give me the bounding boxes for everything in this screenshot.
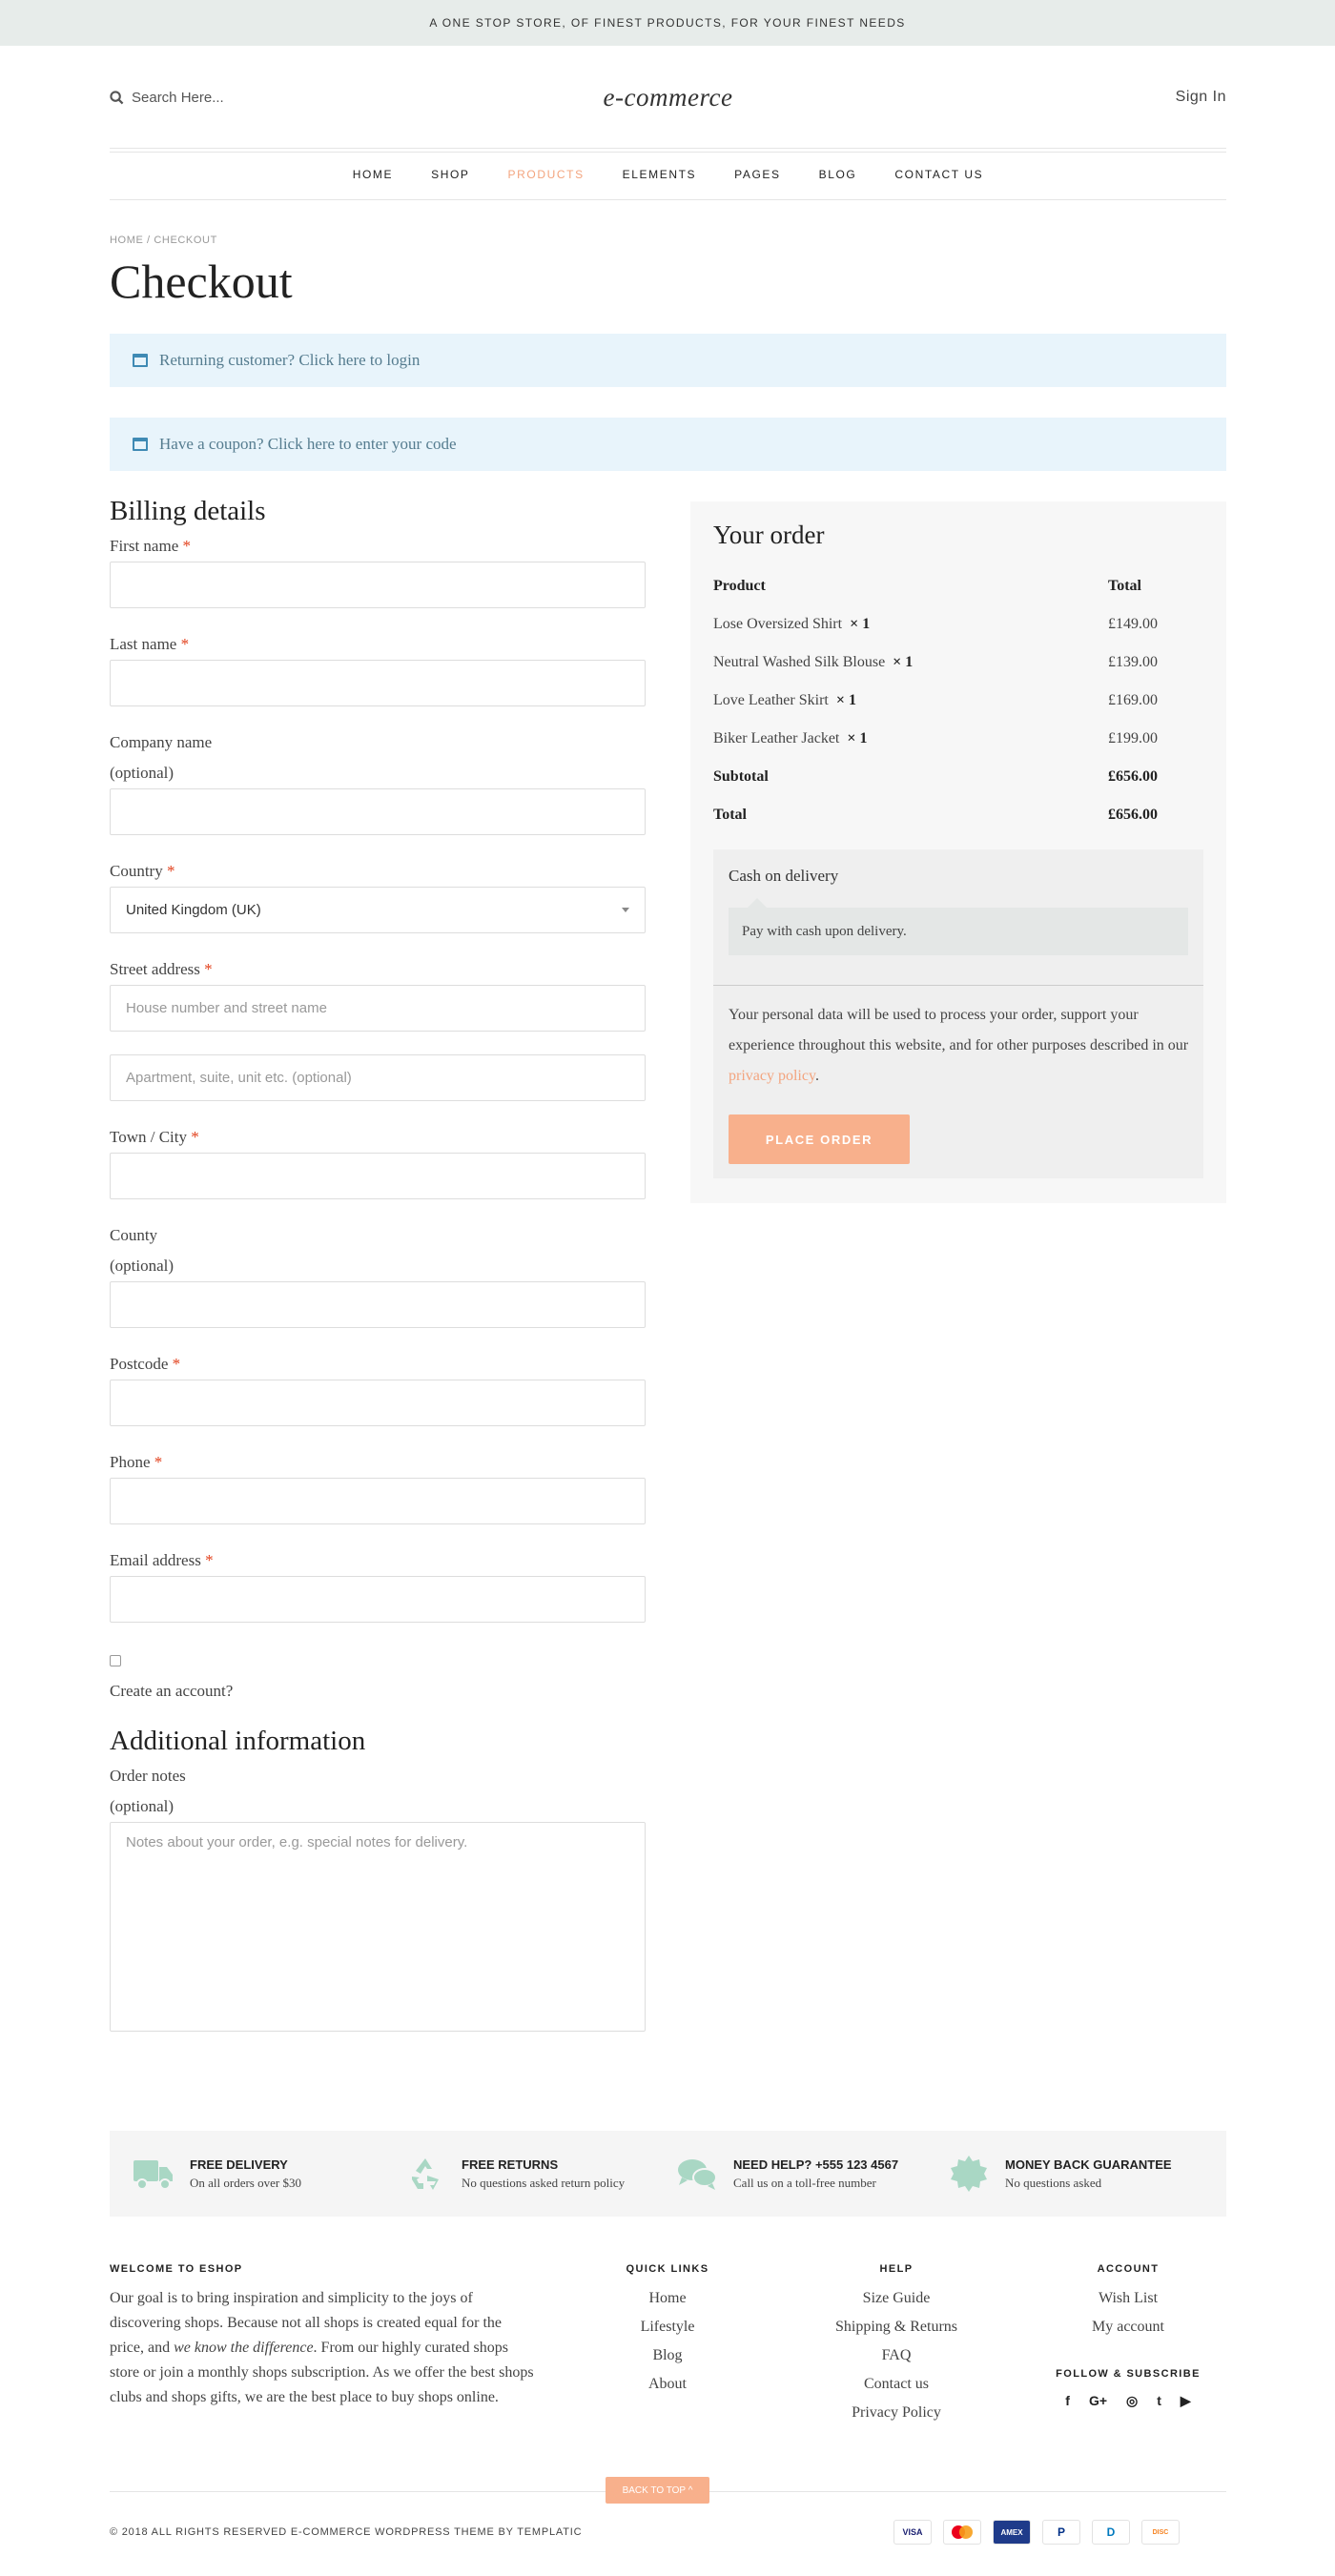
footer-link-my-account[interactable]: My account [1092, 2319, 1164, 2335]
nav-contact-us[interactable]: CONTACT US [894, 167, 984, 181]
company-label: Company name [110, 733, 213, 751]
signin-link[interactable]: Sign In [1175, 89, 1226, 105]
company-optional: (optional) [110, 764, 175, 782]
feature-subtitle: On all orders over $30 [190, 2175, 301, 2190]
twitter-icon[interactable]: t [1157, 2393, 1161, 2408]
facebook-icon[interactable]: f [1065, 2393, 1070, 2408]
discover-icon: DISC [1141, 2520, 1180, 2545]
payment-icons [893, 2520, 1180, 2545]
create-account-label[interactable]: Create an account? [110, 1682, 234, 1700]
nav-elements[interactable]: ELEMENTS [622, 167, 697, 181]
billing-form [110, 496, 646, 2032]
site-header [110, 46, 1226, 149]
company-field[interactable] [110, 788, 646, 835]
billing-heading: Billing details [110, 496, 266, 526]
order-subtotal: Subtotal £656.00 [713, 768, 1158, 785]
feature-item [925, 2155, 1197, 2193]
postcode-label: Postcode * [110, 1355, 181, 1373]
search-box[interactable] [110, 90, 396, 106]
order-table [713, 567, 1203, 834]
feature-title: FREE RETURNS [462, 2157, 559, 2172]
privacy-policy-link[interactable]: privacy policy [729, 1068, 815, 1084]
footer-link-about[interactable]: About [648, 2376, 687, 2392]
footer-link-faq[interactable]: FAQ [881, 2347, 912, 2363]
order-notes-textarea[interactable]: Notes about your order, e.g. special notes for delivery. [110, 1822, 646, 2032]
email-field[interactable] [110, 1576, 646, 1623]
truck-icon [133, 2155, 175, 2193]
county-field[interactable] [110, 1281, 646, 1328]
country-label: Country * [110, 862, 175, 880]
window-icon [133, 354, 148, 367]
nav-products[interactable]: PRODUCTS [507, 167, 585, 181]
place-order-button[interactable]: PLACE ORDER [729, 1114, 910, 1164]
coupon-notice[interactable] [110, 418, 1226, 471]
footer-link-shipping[interactable]: Shipping & Returns [834, 2319, 957, 2335]
order-table-header: Product Total [713, 578, 1141, 594]
feature-item [653, 2155, 925, 2193]
footer-quick-links [591, 2263, 744, 2399]
footer-account [1049, 2263, 1207, 2409]
help-title: HELP [879, 2263, 914, 2275]
feature-subtitle: No questions asked return policy [462, 2175, 626, 2190]
country-value: United Kingdom (UK) [126, 902, 261, 918]
copyright: © 2018 ALL RIGHTS RESERVED E-COMMERCE WORDPRESS THEME BY TEMPLATIC [110, 2526, 583, 2538]
town-field[interactable] [110, 1153, 646, 1199]
coupon-notice-text[interactable]: Have a coupon? Click here to enter your code [159, 435, 457, 453]
town-label: Town / City * [110, 1128, 199, 1146]
diners-icon: D [1092, 2520, 1130, 2545]
order-item: Lose Oversized Shirt × 1 £149.00 [713, 616, 1158, 632]
footer-help [801, 2263, 992, 2427]
create-account-checkbox[interactable] [110, 1655, 121, 1666]
privacy-text: Your personal data will be used to process your order, support your experience throughout this website, and for other purposes described in our privacy policy. [729, 1007, 1189, 1084]
feature-item [381, 2155, 653, 2193]
amex-icon: AMEX [993, 2520, 1031, 2545]
search-icon [110, 91, 124, 105]
order-notes-optional: (optional) [110, 1797, 175, 1815]
first-name-field[interactable] [110, 562, 646, 608]
page-title: Checkout [110, 255, 293, 308]
features-bar [110, 2131, 1226, 2217]
mastercard-icon [943, 2520, 981, 2545]
nav-blog[interactable]: BLOG [818, 167, 857, 181]
chat-icon [676, 2155, 718, 2193]
badge-icon [948, 2155, 990, 2193]
feature-subtitle: No questions asked [1005, 2175, 1102, 2190]
footer-link-size-guide[interactable]: Size Guide [862, 2290, 931, 2306]
feature-title: MONEY BACK GUARANTEE [1005, 2157, 1172, 2172]
back-to-top-button[interactable]: BACK TO TOP ^ [606, 2477, 709, 2504]
nav-shop[interactable]: SHOP [431, 167, 470, 181]
last-name-field[interactable] [110, 660, 646, 706]
phone-label: Phone * [110, 1453, 163, 1471]
youtube-icon[interactable]: ▶ [1180, 2393, 1191, 2408]
login-notice[interactable] [110, 334, 1226, 387]
login-notice-text[interactable]: Returning customer? Click here to login [159, 351, 421, 369]
additional-heading: Additional information [110, 1726, 366, 1756]
footer-link-contact[interactable]: Contact us [864, 2376, 929, 2392]
order-total: Total £656.00 [713, 807, 1158, 823]
street-field[interactable]: House number and street name [110, 985, 646, 1032]
social-links [1049, 2393, 1207, 2409]
google-plus-icon[interactable]: G+ [1088, 2393, 1108, 2408]
payment-description: Pay with cash upon delivery. [729, 908, 1188, 955]
footer-welcome-text: Our goal is to bring inspiration and simplicity to the joys of discovering shops. Because not all shops is created equal for the price, and we know the difference. From our highly curated shops store or join a monthly shops subscription. As we offer the best shops clubs and shops gifts, we are the best place to buy shops online. [110, 2290, 534, 2405]
chevron-down-icon [622, 908, 629, 912]
nav-pages[interactable]: PAGES [734, 167, 781, 181]
order-item: Biker Leather Jacket × 1 £199.00 [713, 730, 1158, 746]
postcode-field[interactable] [110, 1380, 646, 1426]
account-title: ACCOUNT [1097, 2263, 1160, 2275]
main-nav [110, 148, 1226, 200]
visa-icon: VISA [893, 2520, 932, 2545]
window-icon [133, 438, 148, 451]
instagram-icon[interactable]: ◎ [1126, 2393, 1139, 2408]
feature-item [110, 2155, 381, 2193]
footer-welcome-title: WELCOME TO ESHOP [110, 2263, 243, 2275]
breadcrumb: HOME / CHECKOUT [110, 235, 217, 246]
first-name-label: First name * [110, 537, 191, 555]
email-label: Email address * [110, 1551, 214, 1569]
announcement-bar [0, 0, 1335, 46]
payment-box [713, 849, 1203, 1178]
order-item: Love Leather Skirt × 1 £169.00 [713, 692, 1158, 708]
footer-link-privacy[interactable]: Privacy Policy [852, 2404, 941, 2421]
nav-home[interactable]: HOME [352, 167, 394, 181]
country-select[interactable] [110, 887, 646, 933]
feature-title: NEED HELP? +555 123 4567 [733, 2157, 899, 2172]
feature-title: FREE DELIVERY [190, 2157, 288, 2172]
quick-links-title: QUICK LINKS [626, 2263, 709, 2275]
divider [713, 985, 1203, 986]
site-logo[interactable]: e-commerce [603, 82, 733, 112]
announcement-text: A ONE STOP STORE, OF FINEST PRODUCTS, FOR YOUR FINEST NEEDS [429, 16, 906, 30]
order-summary [690, 501, 1226, 1203]
footer-link-lifestyle[interactable]: Lifestyle [640, 2319, 695, 2335]
footer-link-home[interactable]: Home [648, 2290, 687, 2306]
last-name-label: Last name * [110, 635, 190, 653]
order-heading: Your order [713, 521, 825, 549]
feature-subtitle: Call us on a toll-free number [733, 2175, 876, 2190]
recycle-icon [404, 2155, 446, 2193]
follow-title: FOLLOW & SUBSCRIBE [1056, 2368, 1201, 2380]
payment-method[interactable]: Cash on delivery [729, 867, 839, 885]
paypal-icon: P [1042, 2520, 1080, 2545]
footer-link-blog[interactable]: Blog [652, 2347, 683, 2363]
search-placeholder[interactable]: Search Here... [132, 89, 224, 106]
order-item: Neutral Washed Silk Blouse × 1 £139.00 [713, 654, 1158, 670]
payment-desc-arrow [748, 898, 767, 908]
street2-field[interactable]: Apartment, suite, unit etc. (optional) [110, 1054, 646, 1101]
footer-welcome [110, 2263, 539, 2410]
street-label: Street address * [110, 960, 213, 978]
county-label: County [110, 1226, 158, 1244]
footer-link-wishlist[interactable]: Wish List [1098, 2290, 1159, 2306]
phone-field[interactable] [110, 1478, 646, 1524]
nav-divider [110, 152, 1226, 153]
county-optional: (optional) [110, 1257, 175, 1275]
order-notes-label: Order notes [110, 1767, 186, 1785]
